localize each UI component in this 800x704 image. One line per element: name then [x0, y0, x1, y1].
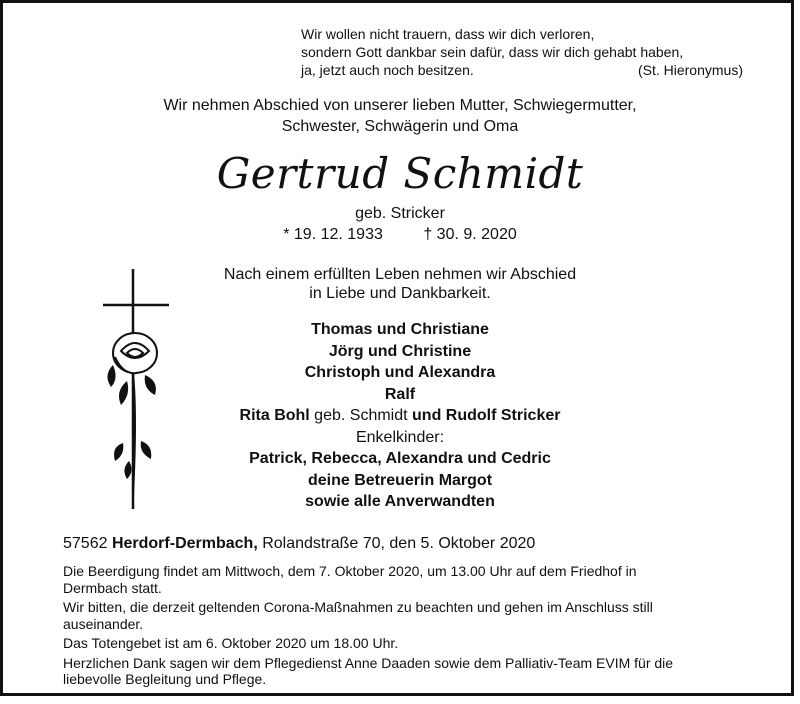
note-thanks: Herzlichen Dank sagen wir dem Pflegedienst Anne Daaden sowie dem Palliativ-Team EVIM für die liebevolle Begleitung und Pflege. — [63, 654, 674, 687]
family-line: Christoph und Alexandra — [304, 364, 496, 381]
birth-name: geb. Stricker — [355, 205, 445, 222]
mourning-line: in Liebe und Dankbarkeit. — [309, 285, 491, 302]
caregiver: deine Betreuerin Margot — [307, 471, 493, 489]
grandchildren-names: Patrick, Rebecca, Alexandra und Cedric — [249, 450, 551, 467]
family-name: und Rudolf Stricker — [412, 407, 561, 424]
birth-date: * 19. 12. 1933 — [283, 226, 383, 243]
quote-block — [301, 25, 751, 79]
location-line — [63, 535, 535, 553]
deceased-name: Gertrud Schmidt — [216, 149, 584, 198]
note-burial: Die Beerdigung findet am Mittwoch, dem 7. Oktober 2020, um 13.00 Uhr auf dem Friedhof in Dermbach statt. — [63, 563, 637, 596]
address-date: Rolandstraße 70, den 5. Oktober 2020 — [262, 535, 536, 552]
city: Herdorf-Dermbach, — [111, 535, 258, 552]
intro-line: Wir nehmen Abschied von unserer lieben Mutter, Schwiegermutter, — [163, 97, 637, 114]
quote-author: (St. Hieronymus) — [637, 62, 743, 78]
note-prayer: Das Totengebet ist am 6. Oktober 2020 um 18.00 Uhr. — [63, 635, 399, 651]
quote-line: sondern Gott dankbar sein dafür, dass wir dich gehabt haben, — [301, 44, 684, 60]
family-name-note: geb. Schmidt — [309, 407, 413, 424]
intro-line: Schwester, Schwägerin und Oma — [281, 118, 519, 135]
family-line: Ralf — [384, 385, 416, 403]
cross-rose-icon — [93, 265, 173, 515]
grandchildren-label: Enkelkinder: — [355, 428, 445, 446]
zip-code: 57562 — [63, 535, 108, 552]
mourning-line: Nach einem erfüllten Leben nehmen wir Abschied — [223, 266, 577, 283]
family-line: Jörg und Christine — [328, 342, 472, 360]
life-dates — [3, 225, 797, 245]
note-corona: Wir bitten, die derzeit geltenden Corona-Maßnahmen zu beachten und gehen im Anschluss still auseinander. — [63, 599, 653, 632]
relatives: sowie alle Anverwandten — [305, 493, 495, 510]
funeral-notes — [63, 563, 703, 691]
quote-line: ja, jetzt auch noch besitzen. — [301, 62, 474, 78]
family-line: Thomas und Christiane — [311, 321, 489, 338]
intro-text — [3, 95, 797, 137]
quote-line: Wir wollen nicht trauern, dass wir dich verloren, — [301, 26, 595, 42]
family-name: Rita Bohl — [239, 407, 310, 424]
death-date: † 30. 9. 2020 — [423, 226, 517, 243]
